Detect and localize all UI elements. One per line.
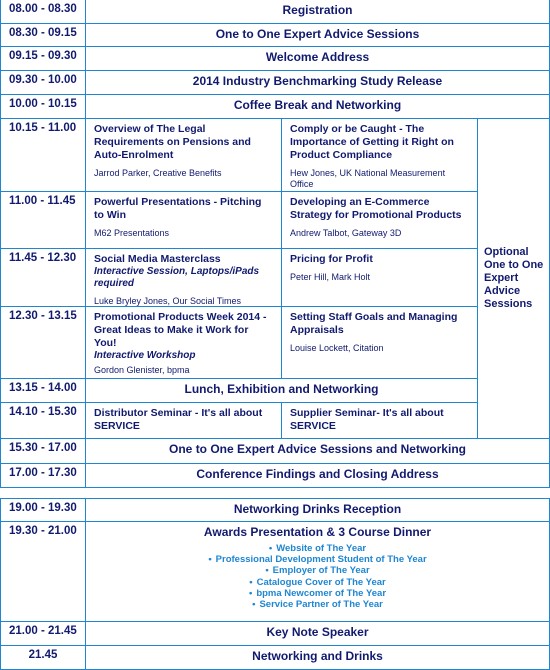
session-pensions	[85, 119, 281, 192]
session-subtitle: Interactive Workshop	[94, 350, 196, 361]
award-item: • Website of The Year	[268, 543, 367, 554]
award-item: • Service Partner of The Year	[252, 599, 383, 611]
session-speaker: M62 Presentations	[94, 228, 170, 238]
session-speaker: Peter Hill, Mark Holt	[290, 272, 371, 282]
optional-sessions-label: Optional One to One Expert Advice Sessions	[484, 246, 544, 310]
bullet-icon: •	[268, 543, 273, 554]
bullet-icon: •	[249, 576, 253, 588]
session-title: Promotional Products Week 2014 - Great Ideas to Make it Work for You!	[94, 311, 267, 349]
session-compliance	[281, 119, 477, 192]
session-awards	[85, 522, 550, 622]
time-afternoon-sessions: 15.30 - 17.00	[0, 439, 85, 464]
time-benchmarking: 09.30 - 10.00	[0, 71, 85, 95]
bullet-icon: •	[248, 587, 253, 599]
time-slot-5: 14.10 - 15.30	[0, 403, 85, 439]
session-coffee: Coffee Break and Networking	[85, 95, 550, 119]
award-item: • Professional Development Student of The Year	[208, 554, 427, 566]
session-afternoon-sessions: One to One Expert Advice Sessions and Networking	[85, 439, 550, 464]
session-one-to-one: One to One Expert Advice Sessions	[85, 24, 550, 47]
session-title: Developing an E-Commerce Strategy for Promotional Products	[290, 196, 462, 221]
session-keynote: Key Note Speaker	[85, 622, 550, 646]
time-drinks-reception: 19.00 - 19.30	[0, 498, 85, 522]
session-speaker: Louise Lockett, Citation	[290, 343, 384, 353]
bullet-icon: •	[252, 599, 256, 611]
session-final: Networking and Drinks	[85, 646, 550, 670]
optional-sessions-column	[477, 119, 550, 439]
time-welcome: 09.15 - 09.30	[0, 47, 85, 71]
awards-list	[86, 543, 549, 610]
session-title: Overview of The Legal Requirements on Pensions and Auto-Enrolment	[94, 123, 251, 161]
session-speaker: Hew Jones, UK National Measurement Office	[290, 168, 446, 189]
session-title: Distributor Seminar - It's all about SERVICE	[94, 407, 263, 432]
session-speaker: Jarrod Parker, Creative Benefits	[94, 168, 222, 178]
session-ecommerce	[281, 192, 477, 249]
bullet-icon: •	[265, 565, 269, 577]
session-distributor-seminar	[85, 403, 281, 439]
time-awards: 19.30 - 21.00	[0, 522, 85, 622]
session-findings: Conference Findings and Closing Address	[85, 464, 550, 488]
award-item: • bpma Newcomer of The Year	[248, 587, 387, 599]
session-supplier-seminar	[281, 403, 477, 439]
session-presentations	[85, 192, 281, 249]
session-benchmarking: 2014 Industry Benchmarking Study Release	[85, 71, 550, 95]
time-final: 21.45	[0, 646, 85, 670]
session-drinks-reception: Networking Drinks Reception	[85, 498, 550, 522]
session-social-media	[85, 249, 281, 307]
session-registration: Registration	[85, 0, 550, 24]
time-slot-3: 11.45 - 12.30	[0, 249, 85, 307]
time-keynote: 21.00 - 21.45	[0, 622, 85, 646]
award-item: • Employer of The Year	[265, 565, 370, 577]
time-lunch: 13.15 - 14.00	[0, 379, 85, 403]
time-coffee: 10.00 - 10.15	[0, 95, 85, 119]
session-pricing	[281, 249, 477, 307]
time-slot-1: 10.15 - 11.00	[0, 119, 85, 192]
session-title: Pricing for Profit	[290, 253, 373, 265]
awards-title: Awards Presentation & 3 Course Dinner	[203, 525, 432, 539]
time-slot-4: 12.30 - 13.15	[0, 307, 85, 379]
session-title: Comply or be Caught - The Importance of Getting it Right on Product Compliance	[290, 123, 454, 161]
time-registration: 08.00 - 08.30	[0, 0, 85, 24]
session-title: Supplier Seminar- It's all about SERVICE	[290, 407, 444, 432]
session-staff-goals	[281, 307, 477, 379]
session-title: Setting Staff Goals and Managing Appraisals	[290, 311, 458, 336]
session-speaker: Luke Bryley Jones, Our Social Times	[94, 296, 242, 306]
time-one-to-one: 08.30 - 09.15	[0, 24, 85, 47]
session-promo-week	[85, 307, 281, 379]
session-welcome: Welcome Address	[85, 47, 550, 71]
time-slot-2: 11.00 - 11.45	[0, 192, 85, 249]
session-subtitle: Interactive Session, Laptops/iPads required	[94, 266, 260, 289]
award-item: • Catalogue Cover of The Year	[249, 576, 386, 588]
session-title: Social Media Masterclass	[94, 253, 221, 265]
time-findings: 17.00 - 17.30	[0, 464, 85, 488]
session-lunch: Lunch, Exhibition and Networking	[85, 379, 477, 403]
session-speaker: Andrew Talbot, Gateway 3D	[290, 228, 402, 238]
bullet-icon: •	[208, 554, 212, 566]
session-speaker: Gordon Glenister, bpma	[94, 365, 190, 375]
session-title: Powerful Presentations - Pitching to Win	[94, 196, 262, 221]
